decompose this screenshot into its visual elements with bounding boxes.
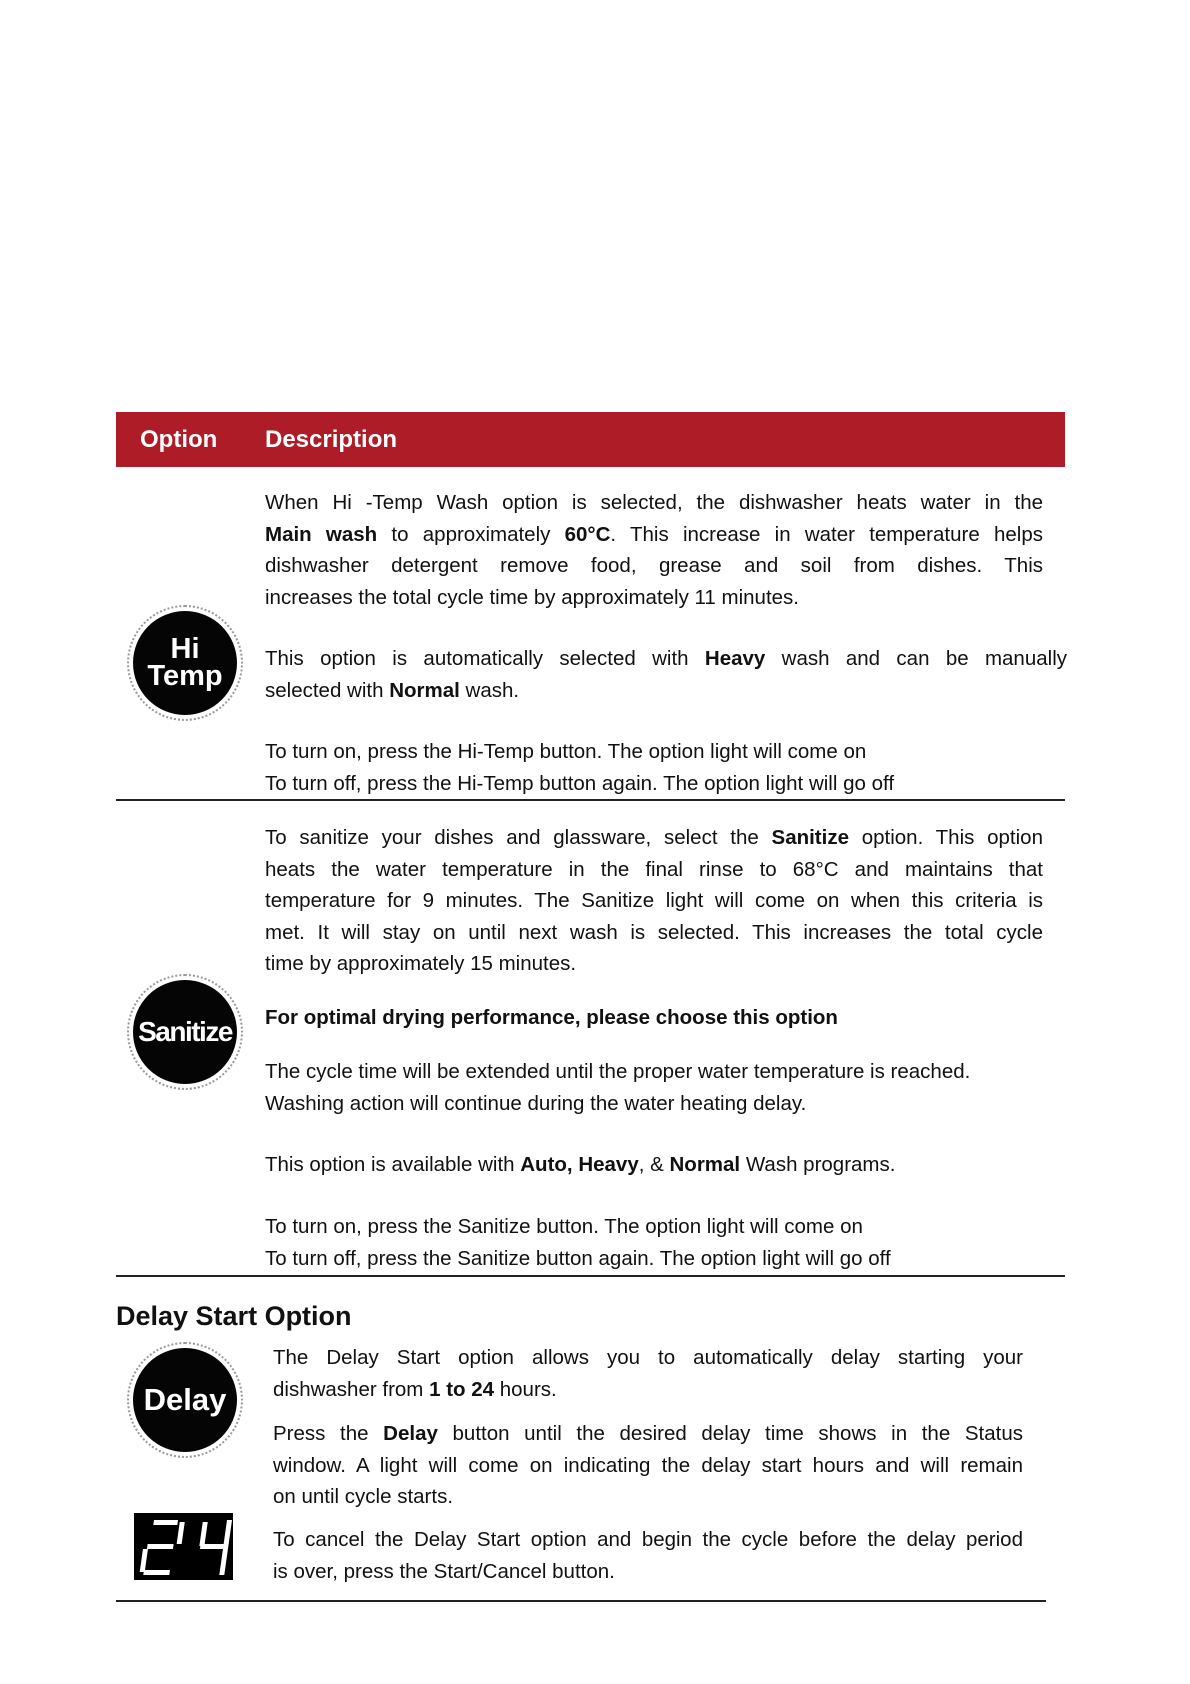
delay-line: Press the Delay button until the desired delay time shows in the Status: [273, 1422, 1023, 1445]
row-divider: [116, 799, 1065, 801]
delay-line: is over, press the Start/Cancel button.: [273, 1559, 615, 1583]
table-header: [116, 412, 1065, 467]
delay-line: The Delay Start option allows you to automatically delay starting your: [273, 1346, 1023, 1369]
hi-temp-line: When Hi -Temp Wash option is selected, the dishwasher heats water in the: [265, 491, 1043, 514]
seven-segment-digits-icon: [134, 1513, 233, 1580]
section-divider: [116, 1600, 1046, 1602]
delay-line: on until cycle starts.: [273, 1485, 454, 1508]
hi-temp-instructions: [265, 736, 1065, 799]
option-column-header: Option: [140, 426, 218, 453]
sanitize-instructions: [265, 1211, 1065, 1274]
sanitize-line: met. It will stay on until next wash is selected. This increases the total cycle: [265, 920, 1043, 944]
delay-line: window. A light will come on indicating the delay start hours and will remain: [273, 1453, 1023, 1477]
status-display: [134, 1513, 233, 1580]
sanitize-line: The cycle time will be extended until the proper water temperature is reached.: [265, 1060, 971, 1083]
delay-badge-label: Delay: [143, 1382, 227, 1417]
sanitize-icon: [127, 974, 243, 1090]
delay-description-2: [273, 1418, 1023, 1513]
sanitize-drying-note: [265, 1002, 1065, 1034]
sanitize-description-2: [265, 1056, 1065, 1119]
hi-temp-line: increases the total cycle time by approximately 11 minutes.: [265, 585, 800, 609]
delay-description-3: [273, 1524, 1023, 1587]
hi-temp-badge-line1: Hi: [170, 633, 200, 665]
hi-temp-line: Main wash to approximately 60°C. This increase in water temperature helps: [265, 522, 1043, 546]
hi-temp-line: selected with Normal wash.: [265, 678, 520, 702]
hi-temp-badge-line2: Temp: [147, 660, 223, 692]
delay-line: To cancel the Delay Start option and begin the cycle before the delay period: [273, 1528, 1023, 1551]
hi-temp-description-1: [265, 487, 1043, 613]
hi-temp-turn-off: To turn off, press the Hi-Temp button again. The option light will go off: [265, 771, 895, 795]
hi-temp-turn-on: To turn on, press the Hi-Temp button. The option light will come on: [265, 740, 867, 763]
sanitize-line: time by approximately 15 minutes.: [265, 952, 577, 975]
description-column-header: Description: [265, 426, 398, 453]
delay-icon: [127, 1342, 243, 1458]
sanitize-line: heats the water temperature in the final rinse to 68°C and maintains that: [265, 857, 1043, 881]
sanitize-badge-label: Sanitize: [138, 1016, 232, 1047]
sanitize-availability: [265, 1149, 1065, 1181]
sanitize-line: temperature for 9 minutes. The Sanitize light will come on when this criteria is: [265, 889, 1043, 912]
hi-temp-line: dishwasher detergent remove food, grease and soil from dishes. This: [265, 554, 1043, 577]
delay-section-title: Delay Start Option: [116, 1301, 352, 1331]
hi-temp-icon: [127, 605, 243, 721]
hi-temp-description-2: [265, 643, 1067, 706]
sanitize-turn-on: To turn on, press the Sanitize button. The option light will come on: [265, 1215, 863, 1238]
sanitize-line: This option is available with Auto, Heavy, & Normal Wash programs.: [265, 1153, 896, 1176]
sanitize-description-1: [265, 822, 1043, 980]
delay-line: dishwasher from 1 to 24 hours.: [273, 1377, 557, 1401]
sanitize-line: To sanitize your dishes and glassware, select the Sanitize option. This option: [265, 826, 1043, 849]
hi-temp-line: This option is automatically selected with Heavy wash and can be manually: [265, 647, 1067, 670]
sanitize-line: Washing action will continue during the water heating delay.: [265, 1091, 807, 1115]
sanitize-bold-note: For optimal drying performance, please choose this option: [265, 1006, 838, 1029]
delay-description-1: [273, 1342, 1023, 1405]
row-divider: [116, 1275, 1065, 1277]
sanitize-turn-off: To turn off, press the Sanitize button again. The option light will go off: [265, 1246, 891, 1270]
